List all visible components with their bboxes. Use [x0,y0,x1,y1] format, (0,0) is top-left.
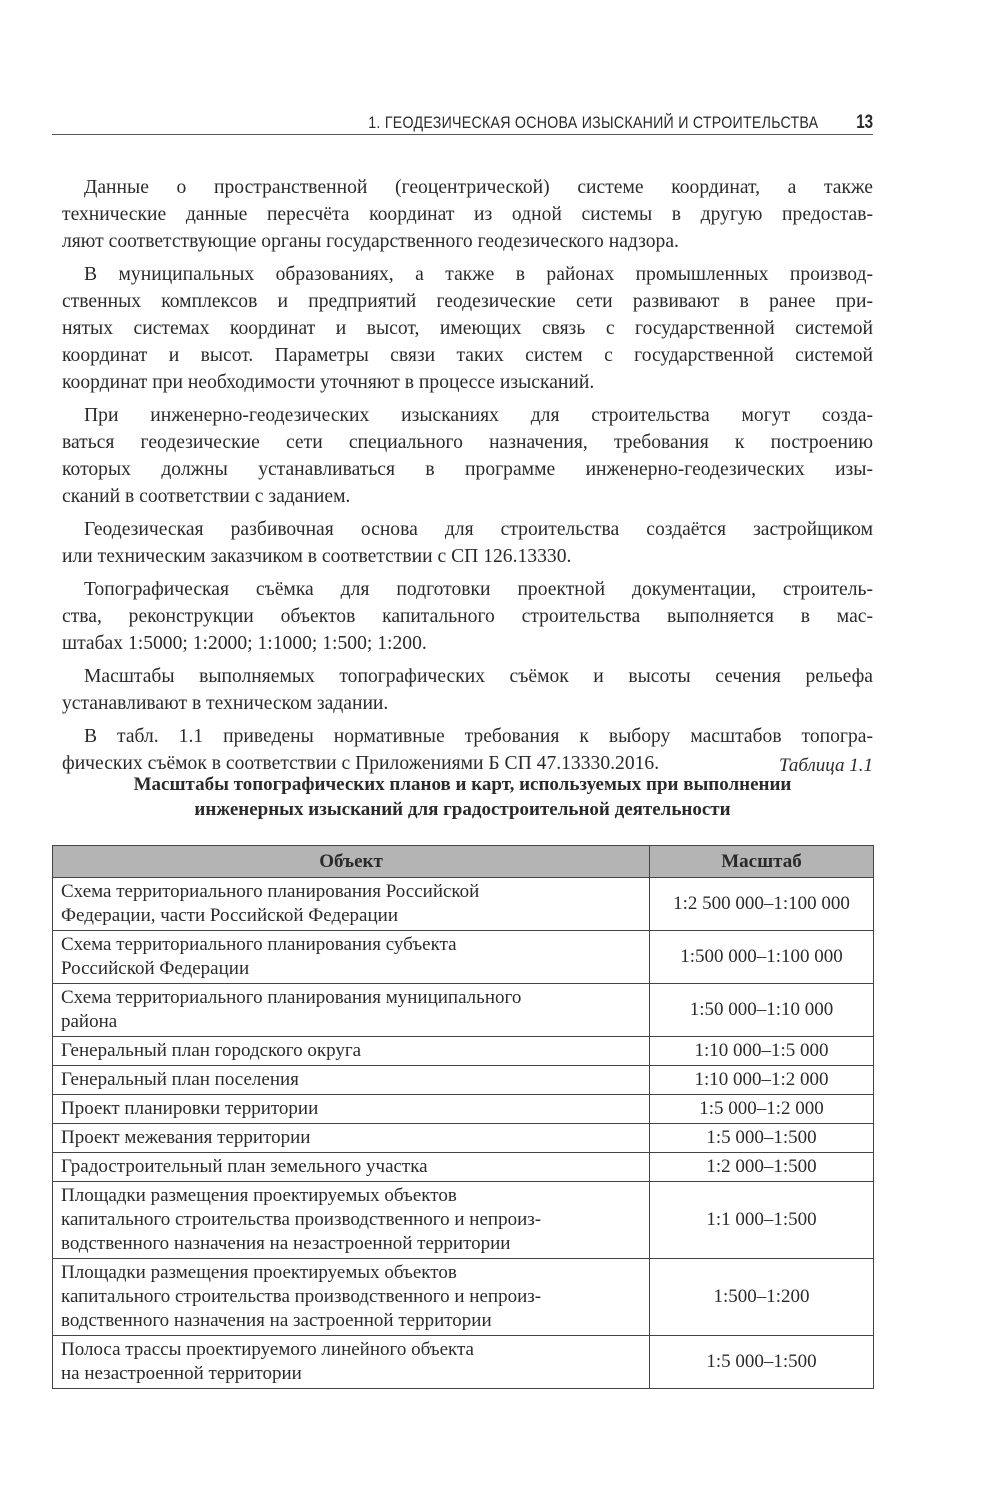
text-line: При инженерно-геодезических изысканиях для строительства могут созда- [84,405,873,426]
paragraph [62,174,873,255]
table-row [53,1066,874,1095]
column-header-scale: Масштаб [650,846,874,878]
object-line: Генеральный план городского округа [61,1040,362,1061]
object-line: Схема территориального планирования субъекта [61,934,457,955]
object-cell [53,878,650,931]
text-line: координат при необходимости уточняют в процессе изысканий. [62,372,595,393]
scale-cell: 1:2 000–1:500 [650,1153,874,1182]
object-line: водственного назначения на застроенной территории [61,1310,492,1331]
text-line: Топографическая съёмка для подготовки проектной документации, строитель- [84,579,873,600]
table-row [53,1124,874,1153]
paragraph [62,576,873,657]
chapter-title: 1. ГЕОДЕЗИЧЕСКАЯ ОСНОВА ИЗЫСКАНИЙ И СТРОИТЕЛЬСТВА [367,114,818,132]
body-text [62,174,873,783]
table-title-line: инженерных изысканий для градостроительной деятельности [194,799,731,820]
object-line: района [61,1011,118,1032]
table-row [53,1336,874,1389]
table-row [53,1095,874,1124]
object-cell [53,1095,650,1124]
text-line: ственных комплексов и предприятий геодезические сети развивают в ранее при- [62,291,873,312]
paragraph [62,516,873,570]
object-line: Площадки размещения проектируемых объектов [61,1262,457,1283]
object-cell [53,1336,650,1389]
scale-cell: 1:10 000–1:5 000 [650,1037,874,1066]
table-row [53,1259,874,1336]
text-line: штабах 1:5000; 1:2000; 1:1000; 1:500; 1:200. [62,633,427,654]
object-cell [53,931,650,984]
object-line: Схема территориального планирования Российской [61,881,480,902]
scale-cell: 1:1 000–1:500 [650,1182,874,1259]
object-cell [53,1124,650,1153]
object-cell [53,1066,650,1095]
text-line: В табл. 1.1 приведены нормативные требования к выбору масштабов топогра- [84,726,873,747]
scale-cell: 1:2 500 000–1:100 000 [650,878,874,931]
object-cell [53,1259,650,1336]
object-line: Российской Федерации [61,958,250,979]
object-line: Схема территориального планирования муниципального [61,987,522,1008]
scale-cell: 1:500 000–1:100 000 [650,931,874,984]
scales-table [52,845,874,1389]
text-line: Масштабы выполняемых топографических съёмок и высоты сечения рельефа [84,666,873,687]
table-row [53,878,874,931]
object-cell [53,984,650,1037]
table-title-line: Масштабы топографических планов и карт, используемых при выполнении [133,774,792,795]
text-line: сканий в соответствии с заданием. [62,486,351,507]
table-row [53,931,874,984]
object-line: водственного назначения на незастроенной территории [61,1233,511,1254]
object-line: Проект планировки территории [61,1098,319,1119]
text-line: Геодезическая разбивочная основа для строительства создаётся застройщиком [84,519,873,540]
object-line: капитального строительства производственного и непроиз- [61,1209,542,1230]
scale-cell: 1:5 000–1:2 000 [650,1095,874,1124]
scale-cell: 1:10 000–1:2 000 [650,1066,874,1095]
table-caption: Таблица 1.1 [779,755,873,776]
object-line: Площадки размещения проектируемых объектов [61,1185,457,1206]
table-row [53,984,874,1037]
object-cell [53,1037,650,1066]
text-line: ваться геодезические сети специального назначения, требования к построению [62,432,873,453]
page-number: 13 [856,112,873,133]
table-title [52,772,873,822]
object-line: Федерации, части Российской Федерации [61,905,398,926]
object-line: Полоса трассы проектируемого линейного объекта [61,1339,474,1360]
object-line: Генеральный план поселения [61,1069,299,1090]
object-line: Градостроительный план земельного участка [61,1156,428,1177]
scale-cell: 1:500–1:200 [650,1259,874,1336]
running-header [52,112,873,135]
scale-cell: 1:50 000–1:10 000 [650,984,874,1037]
column-header-object: Объект [53,846,650,878]
text-line: которых должны устанавливаться в программе инженерно-геодезических изы- [62,459,873,480]
paragraph [62,723,873,777]
text-line: фических съёмок в соответствии с Приложениями Б СП 47.13330.2016. [62,753,660,774]
text-line: Данные о пространственной (геоцентрической) системе координат, а также [84,177,873,198]
table-row [53,1037,874,1066]
scale-cell: 1:5 000–1:500 [650,1336,874,1389]
table-row [53,1182,874,1259]
object-cell [53,1153,650,1182]
text-line: технические данные пересчёта координат из одной системы в другую предостав- [62,204,873,225]
text-line: устанавливают в техническом задании. [62,693,389,714]
object-line: на незастроенной территории [61,1363,302,1384]
table-header-row [53,846,874,878]
paragraph [62,663,873,717]
text-line: ства, реконструкции объектов капитального строительства выполняется в мас- [62,606,873,627]
table-row [53,1153,874,1182]
paragraph [62,402,873,510]
scale-cell: 1:5 000–1:500 [650,1124,874,1153]
text-line: или техническим заказчиком в соответствии с СП 126.13330. [62,546,572,567]
object-cell [53,1182,650,1259]
text-line: ляют соответствующие органы государственного геодезического надзора. [62,231,679,252]
text-line: координат и высот. Параметры связи таких систем с государственной системой [62,345,873,366]
text-line: В муниципальных образованиях, а также в районах промышленных производ- [84,264,873,285]
object-line: капитального строительства производственного и непроиз- [61,1286,542,1307]
text-line: нятых системах координат и высот, имеющих связь с государственной системой [62,318,873,339]
object-line: Проект межевания территории [61,1127,311,1148]
paragraph [62,261,873,396]
